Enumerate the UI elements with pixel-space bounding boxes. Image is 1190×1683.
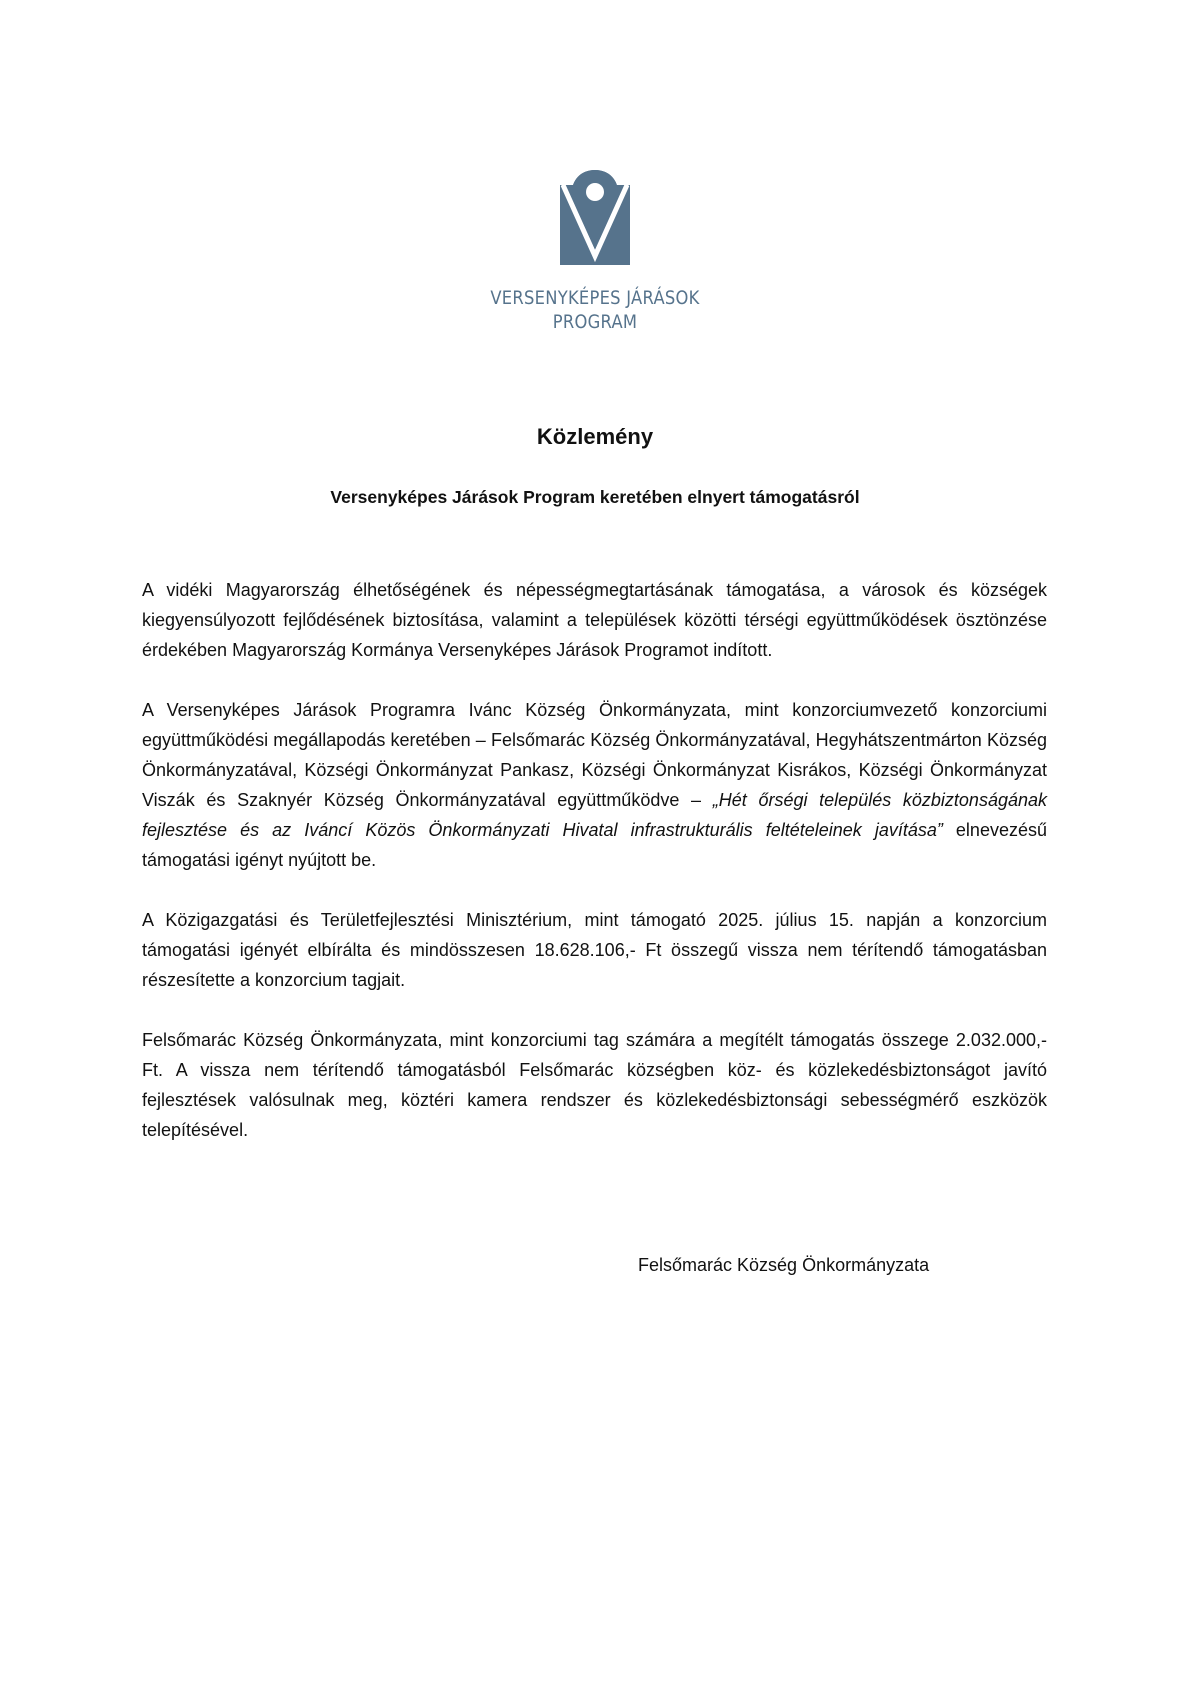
paragraph-decision: A Közigazgatási és Területfejlesztési Minisztérium, mint támogató 2025. július 15. napján a konzorcium támogatási igényét elbírálta és mindösszesen 18.628.106,- Ft összegű vissza nem térítendő támogatásban részesítette a konzorcium tagjait.: [142, 910, 1047, 990]
paragraph-consortium-after: elnevezésű támogatási igényt nyújtott be.: [142, 820, 1047, 870]
logo-line-1: VERSENYKÉPES JÁRÁSOK: [490, 287, 700, 309]
signature: Felsőmarác Község Önkormányzata: [638, 1255, 930, 1275]
document-title: Közlemény: [536, 424, 654, 449]
paragraph-intro: A vidéki Magyarország élhetőségének és népességmegtartásának támogatása, a városok és községek kiegyensúlyozott fejlődésének biztosítása, valamint a települések közötti térségi együttműködések ösztönzése érdekében Magyarország Kormánya Versenyképes Járások Programot indított.: [142, 580, 1047, 660]
location-pin-v-icon: [560, 168, 630, 268]
paragraph-consortium: [142, 695, 1047, 875]
logo-wordmark: [83, 286, 1106, 334]
project-title: „Hét őrségi település közbiztonságának fejlesztése és az Iváncí Közös Önkormányzati Hivatal infrastrukturális feltételeinek javítása”: [142, 790, 1047, 840]
program-logo: [0, 168, 1190, 334]
document-subtitle: Versenyképes Járások Program keretében elnyert támogatásról: [330, 487, 860, 507]
logo-line-2: PROGRAM: [552, 311, 638, 333]
document-body: [142, 575, 1047, 1175]
paragraph-member-grant: Felsőmarác Község Önkormányzata, mint konzorciumi tag számára a megítélt támogatás összege 2.032.000,- Ft. A vissza nem térítendő támogatásból Felsőmarác községben köz- és közlekedésbiztonságot javító fejlesztések valósulnak meg, köztéri kamera rendszer és közlekedésbiztonsági sebességmérő eszközök telepítésével.: [142, 1030, 1047, 1140]
paragraph-consortium-before: A Versenyképes Járások Programra Ivánc Község Önkormányzata, mint konzorciumvezető konzorciumi együttműködési megállapodás keretében – Felsőmarác Község Önkormányzatával, Hegyhátszentmárton Község Önkormányzatával, Községi Önkormányzat Pankasz, Községi Önkormányzat Kisrákos, Községi Önkormányzat Viszák és Szaknyér Község Önkormányzatával együttműködve –: [142, 700, 1047, 810]
